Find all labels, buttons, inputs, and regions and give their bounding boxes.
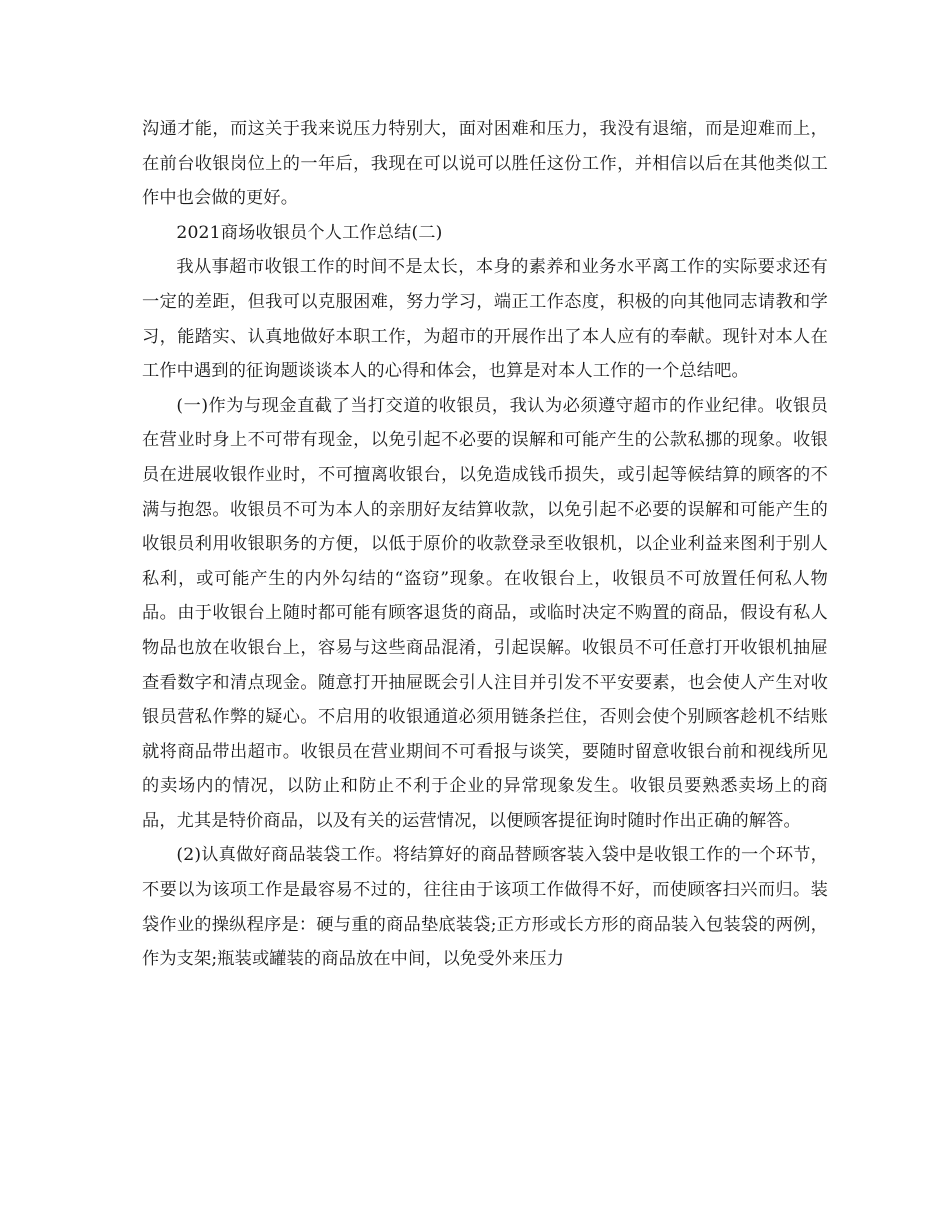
section-heading: 2021商场收银员个人工作总结(二) bbox=[176, 222, 443, 243]
paragraph-point-2: (2)认真做好商品装袋工作。将结算好的商品替顾客装入袋中是收银工作的一个环节，不要以为该项工作是最容易不过的，往往由于该项工作做得不好，而使顾客扫兴而归。装袋作业的操纵程序是：硬与重的商品垫底装袋;正方形或长方形的商品装入包装袋的两例，作为支架;瓶装或罐装的商品放在中间，以免受外来压力 bbox=[142, 845, 828, 970]
document-body bbox=[142, 112, 828, 977]
paragraph-point-1: (一)作为与现金直截了当打交道的收银员，我认为必须遵守超市的作业纪律。收银员在营业时身上不可带有现金，以免引起不必要的误解和可能产生的公款私挪的现象。收银员在进展收银作业时，不可擅离收银台，以免造成钱币损失，或引起等候结算的顾客的不满与抱怨。收银员不可为本人的亲朋好友结算收款，以免引起不必要的误解和可能产生的收银员利用收银职务的方便，以低于原价的收款登录至收银机，以企业利益来图利于别人私利，或可能产生的内外勾结的“盗窃”现象。在收银台上，收银员不可放置任何私人物品。由于收银台上随时都可能有顾客退货的商品，或临时决定不购置的商品，假设有私人物品也放在收银台上，容易与这些商品混淆，引起误解。收银员不可任意打开收银机抽屉查看数字和清点现金。随意打开抽屉既会引人注目并引发不平安要素，也会使人产生对收银员营私作弊的疑心。不启用的收银通道必须用链条拦住，否则会使个别顾客趁机不结账就将商品带出超市。收银员在营业期间不可看报与谈笑，要随时留意收银台前和视线所见的卖场内的情况，以防止和防止不利于企业的异常现象发生。收银员要熟悉卖场上的商品，尤其是特价商品，以及有关的运营情况，以便顾客提征询时随时作出正确的解答。 bbox=[142, 395, 828, 831]
paragraph-intro: 我从事超市收银工作的时间不是太长，本身的素养和业务水平离工作的实际要求还有一定的差距，但我可以克服困难，努力学习，端正工作态度，积极的向其他同志请教和学习，能踏实、认真地做好本职工作，为超市的开展作出了本人应有的奉献。现针对本人在工作中遇到的征询题谈谈本人的心得和体会，也算是对本人工作的一个总结吧。 bbox=[142, 257, 828, 382]
paragraph-continuation: 沟通才能，而这关于我来说压力特别大，面对困难和压力，我没有退缩，而是迎难而上，在前台收银岗位上的一年后，我现在可以说可以胜任这份工作，并相信以后在其他类似工作中也会做的更好。 bbox=[142, 119, 828, 209]
